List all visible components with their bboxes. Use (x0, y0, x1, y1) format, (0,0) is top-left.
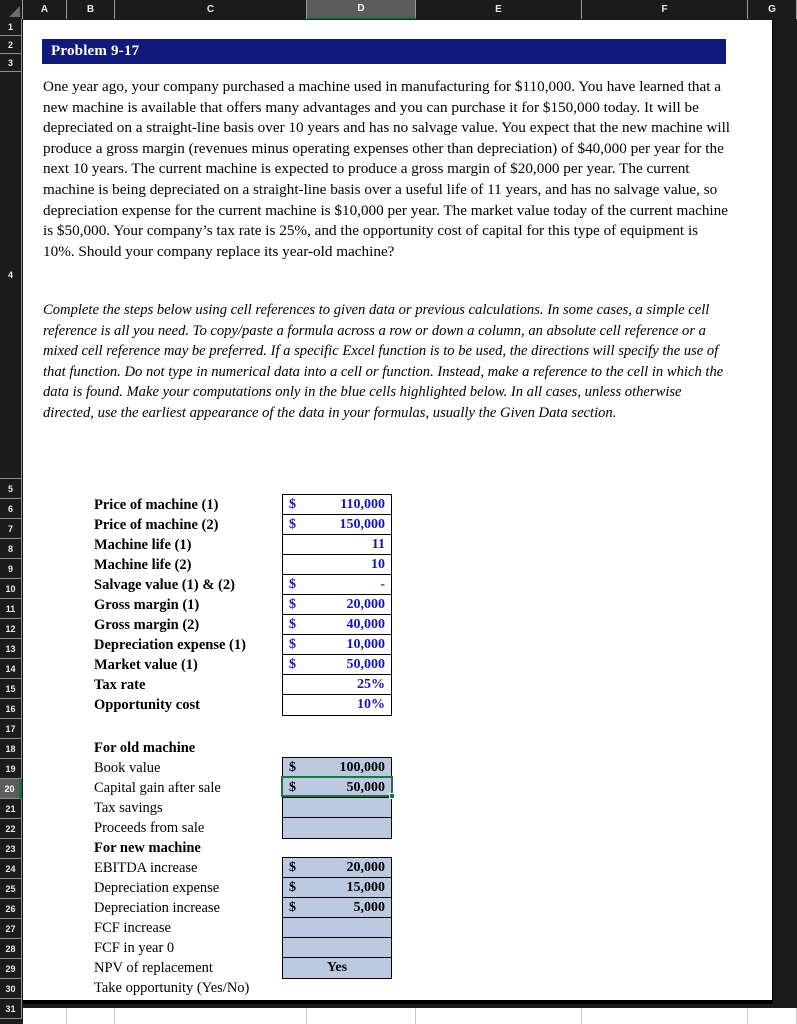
given-data-cell[interactable] (283, 495, 391, 515)
given-data-label[interactable]: Market value (1) (94, 657, 198, 673)
new-machine-cell[interactable] (283, 858, 391, 878)
row-header-label: 17 (5, 723, 16, 734)
row-header-label: 2 (7, 39, 13, 50)
calculation-section-heading[interactable]: For new machine (94, 840, 201, 856)
empty-grid-cell[interactable] (115, 1008, 307, 1024)
row-header-16[interactable] (0, 699, 22, 719)
column-header-b[interactable] (67, 0, 115, 19)
currency-symbol: $ (289, 496, 296, 512)
row-header-12[interactable] (0, 619, 22, 639)
row-header-20[interactable] (0, 779, 22, 799)
cell-value: 50,000 (346, 656, 385, 672)
old-machine-cell[interactable] (283, 778, 391, 798)
currency-symbol: $ (289, 879, 296, 895)
cell-value: 10% (357, 697, 385, 712)
row-header-label: 28 (5, 943, 16, 954)
problem-title-banner (42, 39, 726, 64)
given-data-value-column (282, 494, 392, 716)
cell-value: 50,000 (346, 779, 385, 795)
old-machine-cell-block (282, 757, 392, 839)
given-data-label[interactable]: Gross margin (1) (94, 597, 200, 613)
row-header-label: 30 (5, 983, 16, 994)
row-header-label: 20 (4, 783, 15, 794)
row-header-5[interactable] (0, 479, 22, 499)
row-header-24[interactable] (0, 859, 22, 879)
old-machine-cell[interactable] (283, 818, 391, 838)
given-data-cell[interactable] (283, 655, 391, 675)
empty-grid-cell[interactable] (67, 1008, 115, 1024)
empty-grid-cell[interactable] (582, 1008, 748, 1024)
row-header-10[interactable] (0, 579, 22, 599)
row-header-label: 6 (7, 503, 13, 514)
row-header-label: 4 (7, 270, 13, 280)
currency-symbol: $ (289, 656, 296, 672)
cell-value: 10,000 (346, 636, 385, 652)
given-data-cell[interactable] (283, 515, 391, 535)
currency-symbol: $ (289, 576, 296, 592)
row-header-label: 13 (5, 643, 16, 654)
cell-value: 40,000 (346, 616, 385, 632)
calculation-label[interactable]: Depreciation increase (94, 900, 220, 916)
calculation-label-column (94, 738, 309, 998)
calculation-label[interactable]: Depreciation expense (94, 880, 220, 896)
column-header-label: G (768, 4, 776, 15)
row-header-label: 12 (5, 623, 16, 634)
new-machine-cell[interactable] (283, 878, 391, 898)
cell-value: 5,000 (353, 899, 385, 915)
row-header-28[interactable] (0, 939, 22, 959)
bottom-grid-strip (23, 1008, 797, 1024)
empty-grid-cell[interactable] (307, 1008, 416, 1024)
given-data-label[interactable]: Machine life (1) (94, 537, 192, 553)
calculation-section-heading[interactable]: For old machine (94, 740, 196, 756)
problem-statement-text: One year ago, your company purchased a machine used in manufacturing for $110,000. You have learned that a new machine is available that offers many advantages and you can purchase it for $150,000 today. It will be depreciated on a straight-line basis over 10 years and has no salvage value. You expect that the new machine will produce a gross margin (revenues minus operating expenses other than depreciation) of $40,000 per year for the next 10 years. The current machine is expected to produce a gross margin of $20,000 per year. The current machine is being depreciated on a straight-line basis over a useful life of 11 years, and has no salvage value, so depreciation expense for the current machine is $10,000 per year. The market value today of the current machine is $50,000. Your company’s tax rate is 25%, and the opportunity cost of capital for this type of equipment is 10%. Should your company replace its year-old machine? (43, 78, 731, 260)
row-header-8[interactable] (0, 539, 22, 559)
row-header-27[interactable] (0, 919, 22, 939)
row-header-label: 14 (5, 663, 16, 674)
instructions-text: Complete the steps below using cell references to given data or previous calculations. In some cases, a simple cell reference is all you need. To copy/paste a formula across a row or down a column, an absolute cell reference or a mixed cell reference may be preferred. If a specific Excel function is to be used, the directions will specify the use of that function. Do not type in numerical data into a cell or function. Instead, make a reference to the cell in which the data is found. Make your computations only in the blue cells highlighted below. In all cases, unless otherwise directed, use the earliest appearance of the data in your formulas, usually the Given Data section. (43, 302, 724, 421)
new-machine-cell[interactable] (283, 898, 391, 918)
column-header-c[interactable] (115, 0, 307, 19)
row-header-21[interactable] (0, 799, 22, 819)
row-header-label: 25 (5, 883, 16, 894)
currency-symbol: $ (289, 899, 296, 915)
row-header-3[interactable] (0, 54, 22, 72)
currency-symbol: $ (289, 616, 296, 632)
row-header-15[interactable] (0, 679, 22, 699)
empty-grid-cell[interactable] (23, 1008, 67, 1024)
old-machine-cell[interactable] (283, 798, 391, 818)
cell-value: 100,000 (339, 759, 385, 775)
row-header-label: 21 (5, 803, 16, 814)
row-header-label: 1 (7, 22, 13, 32)
row-header-25[interactable] (0, 879, 22, 899)
row-header-label: 16 (5, 703, 16, 714)
cell-value: 20,000 (346, 859, 385, 875)
calculation-label[interactable]: Book value (94, 760, 161, 776)
cell-value: 150,000 (339, 516, 385, 532)
cell-value: 10 (371, 556, 385, 572)
calculation-label[interactable]: Take opportunity (Yes/No) (94, 980, 250, 996)
select-all-triangle-icon (9, 6, 20, 17)
row-header-4[interactable] (0, 72, 22, 479)
page-title: Problem 9-17 (51, 43, 140, 59)
empty-grid-cell[interactable] (748, 1008, 797, 1024)
calculation-label[interactable]: FCF in year 0 (94, 940, 175, 956)
fill-handle[interactable] (389, 793, 395, 799)
given-data-cell[interactable] (283, 615, 391, 635)
given-data-cell[interactable] (283, 695, 391, 715)
currency-symbol: $ (289, 516, 296, 532)
row-header-18[interactable] (0, 739, 22, 759)
given-data-label[interactable]: Price of machine (1) (94, 497, 219, 513)
row-header-2[interactable] (0, 36, 22, 54)
given-data-label[interactable]: Gross margin (2) (94, 617, 200, 633)
column-header-bar (0, 0, 797, 19)
given-data-label[interactable]: Depreciation expense (1) (94, 637, 246, 653)
row-header-7[interactable] (0, 519, 22, 539)
cell-value: 15,000 (346, 879, 385, 895)
calculation-label[interactable]: Tax savings (94, 800, 163, 816)
row-header-label: 23 (5, 843, 16, 854)
row-header-label: 5 (7, 483, 13, 494)
row-header-label: 27 (5, 923, 16, 934)
calculation-label[interactable]: EBITDA increase (94, 860, 198, 876)
given-data-cell[interactable] (283, 575, 391, 595)
row-header-label: 18 (5, 743, 16, 754)
row-header-14[interactable] (0, 659, 22, 679)
cell-value: 110,000 (340, 496, 385, 512)
cell-value: - (380, 576, 385, 592)
row-header-label: 19 (5, 763, 16, 774)
new-machine-cell[interactable] (283, 958, 391, 978)
given-data-label[interactable]: Opportunity cost (94, 697, 200, 713)
row-header-19[interactable] (0, 759, 22, 779)
row-header-9[interactable] (0, 559, 22, 579)
given-data-cell[interactable] (283, 635, 391, 655)
column-header-label: A (40, 4, 49, 15)
row-header-label: 22 (5, 823, 16, 834)
given-data-label[interactable]: Tax rate (94, 677, 146, 693)
row-header-label: 10 (5, 583, 16, 594)
row-header-11[interactable] (0, 599, 22, 619)
new-machine-cell-block (282, 857, 392, 979)
row-header-label: 24 (5, 863, 16, 874)
currency-symbol: $ (289, 636, 296, 652)
calculation-label[interactable]: Capital gain after sale (94, 780, 221, 796)
column-header-f[interactable] (582, 0, 748, 19)
column-header-label: C (206, 4, 215, 15)
calculation-label[interactable]: FCF increase (94, 920, 171, 936)
row-header-23[interactable] (0, 839, 22, 859)
old-machine-cell[interactable] (283, 758, 391, 778)
row-header-30[interactable] (0, 979, 22, 999)
cell-value: Yes (326, 960, 348, 975)
calculation-label[interactable]: Proceeds from sale (94, 820, 205, 836)
row-header-26[interactable] (0, 899, 22, 919)
currency-symbol: $ (289, 759, 296, 775)
row-header-label: 3 (7, 57, 13, 68)
given-data-cell[interactable] (283, 535, 391, 555)
column-header-label: B (86, 4, 95, 15)
row-header-13[interactable] (0, 639, 22, 659)
row-header-label: 29 (5, 963, 16, 974)
row-header-17[interactable] (0, 719, 22, 739)
row-header-label: 11 (5, 603, 16, 614)
currency-symbol: $ (289, 779, 296, 795)
given-data-label[interactable]: Machine life (2) (94, 557, 192, 573)
cell-value: 25% (357, 676, 385, 692)
select-all-corner-button[interactable] (0, 0, 23, 19)
cell-value: 11 (371, 536, 385, 552)
column-header-label: D (357, 3, 365, 14)
row-header-label: 8 (7, 543, 13, 554)
row-header-6[interactable] (0, 499, 22, 519)
row-header-label: 9 (7, 563, 13, 574)
currency-symbol: $ (289, 859, 296, 875)
calculation-label[interactable]: NPV of replacement (94, 960, 213, 976)
given-data-cell[interactable] (283, 555, 391, 575)
row-header-31[interactable] (0, 999, 22, 1019)
cell-value: 20,000 (346, 596, 385, 612)
row-header-label: 15 (5, 683, 16, 694)
given-data-label[interactable]: Salvage value (1) & (2) (94, 577, 235, 593)
row-header-gutter (0, 19, 22, 1024)
row-header-29[interactable] (0, 959, 22, 979)
new-machine-cell[interactable] (283, 918, 391, 938)
sheet-surface (23, 20, 773, 1004)
new-machine-cell[interactable] (283, 938, 391, 958)
given-data-cell[interactable] (283, 595, 391, 615)
given-data-cell[interactable] (283, 675, 391, 695)
column-header-e[interactable] (416, 0, 582, 19)
currency-symbol: $ (289, 596, 296, 612)
column-header-d[interactable] (307, 0, 416, 19)
empty-grid-cell[interactable] (416, 1008, 582, 1024)
row-header-label: 7 (7, 523, 13, 534)
given-data-label[interactable]: Price of machine (2) (94, 517, 219, 533)
row-header-label: 26 (5, 903, 16, 914)
column-header-a[interactable] (23, 0, 67, 19)
row-header-22[interactable] (0, 819, 22, 839)
row-header-1[interactable] (0, 19, 22, 36)
row-header-label: 31 (5, 1003, 16, 1014)
column-header-label: F (661, 4, 668, 15)
column-header-g[interactable] (748, 0, 797, 19)
given-data-label-column (94, 495, 309, 715)
column-header-label: E (495, 4, 502, 15)
